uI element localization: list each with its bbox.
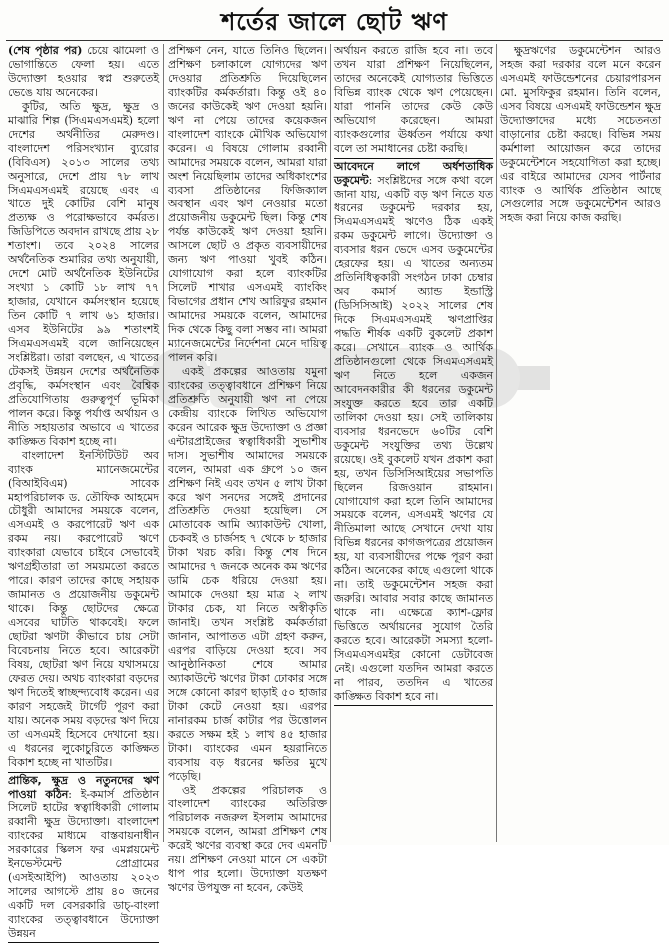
col3-subhead-box [334,158,493,706]
column-divider [330,44,331,842]
headline-rule [6,40,663,41]
col2-paragraph-1: প্রশিক্ষণ নেন, যাতে তিনিও ছিলেন। প্রশিক্ষণ চলাকালে যোগ্যদের ঋণ দেওয়ার প্রতিশ্রুতি দিয়েছিলেন ব্যাংকটির কর্মকর্তারা। কিন্তু ওই ৪০ জনের কাউকেই ঋণ দেওয়া হয়নি। ঋণ না পেয়ে তাদের কয়েকজন বাংলাদেশ ব্যাংকে মৌখিক অভিযোগ করেন। এ বিষয়ে গোলাম রব্বানী আমাদের সময়কে বলেন, আমরা যারা অংশ নিয়েছিলাম তাদের অধিকাংশের ব্যবসা প্রতিষ্ঠানের ফিজিক্যাল অবস্থান এবং ঋণ নেওয়ার মতো প্রয়োজনীয় ডকুমেন্ট ছিল। কিন্তু শেষ পর্যন্ত কাউকেই ঋণ দেওয়া হয়নি। আসলে ছোট ও প্রকৃত ব্যবসায়ীদের জন্য ঋণ পাওয়া খুবই কঠিন। যোগাযোগ করা হলে ব্যাংকটির সিলেট শাখার এসএমই ব্যাংকিং বিভাগের প্রধান শেখ আরিফুর রহমান আমাদের সময়কে বলেন, আমাদের দিক থেকে কিছু বলা সম্ভব না। আমরা ম্যানেজমেন্টের নির্দেশনা মেনে দায়িত্ব পালন করি। [168,44,327,364]
article-headline: শর্তের জালে ছোট ঋণ [221,8,448,36]
col1-p4-text: : ই-কমার্স প্রতিষ্ঠান সিলেট হাটের স্বত্বাধিকারী গোলাম রব্বানী ক্ষুদ্র উদ্যোক্তা। বাংলাদেশ ব্যাংকের মাধ্যমে বাস্তবায়নাধীন সরকারের স্কিলস ফর এমপ্লয়মেন্ট ইনভেস্টমেন্ট প্রোগ্রামের (এসইআইপি) আওতায় ২০২৩ সালের আগস্টে প্রায় ৪০ জনের একটি দল বেসরকারি ডাচ্-বাংলা ব্যাংকের তত্ত্বাবধানে উদ্যোক্তা উন্নয়ন [8,787,159,941]
col1-p1-text: চেয়ে ঝামেলা ও ভোগান্তিতে ফেলা হয়। এতে উদ্যোক্তা হওয়ার স্বপ্ন শুরুতেই ভেঙে যায় অনেকের। [8,44,160,99]
col4-paragraph-1: ক্ষুদ্রঋণের ডকুমেন্টেশন আরও সহজ করা দরকার বলে মনে করেন এসএমই ফাউন্ডেশনের চেয়ারপারসন মো. মুসফিকুর রহমান। তিনি বলেন, এসব বিষয়ে এসএমই ফাউন্ডেশন ক্ষুদ্র উদ্যোক্তাদের মধ্যে সচেতনতা বাড়ানোর চেষ্টা করছে। বিভিন্ন সময় কর্মশালা আয়োজন করে তাদের ডকুমেন্টেশনে সহযোগিতা করা হচ্ছে। এর বাইরে আমাদের যেসব পার্টনার ব্যাংক ও আর্থিক প্রতিষ্ঠান আছে সেগুলোর সঙ্গে ডকুমেন্টেশন আরও সহজ করা নিয়ে কাজ করছি। [500,44,661,225]
col1-subhead-box [8,772,159,943]
col1-paragraph-4 [8,774,159,941]
column-divider [163,44,164,842]
col1-paragraph-2: কুটির, অতি ক্ষুদ্র, ক্ষুদ্র ও মাঝারি শিল্প (সিএমএসএমই) হলো দেশের অর্থনীতির মেরুদণ্ড। বাংলাদেশ পরিসংখ্যান ব্যুরোর (বিবিএস) ২০১৩ সালের তথ্য অনুসারে, দেশে প্রায় ৭৮ লাখ সিএমএসএমই রয়েছে এবং এ খাতে দুই কোটির বেশি মানুষ প্রত্যক্ষ ও পরোক্ষভাবে কর্মরত। জিডিপিতে অবদান রাখছে প্রায় ২৮ শতাংশ। তবে ২০২৪ সালের অর্থনৈতিক শুমারির তথ্য অনুযায়ী, দেশে মোট অর্থনৈতিক ইউনিটের সংখ্যা ১ কোটি ১৮ লাখ ৭৭ হাজার, যেখানে কর্মসংস্থান হয়েছে তিন কোটি ৭ লাখ ৬১ হাজার। এসব ইউনিটের ৯৯ শতাংশই সিএমএসএমই বলে জানিয়েছেন সংশ্লিষ্টরা। তারা বলছেন, এ খাতের টেকসই উন্নয়ন দেশের অর্থনৈতিক প্রবৃদ্ধি, কর্মসংস্থান এবং বৈশ্বিক প্রতিযোগিতায় গুরুত্বপূর্ণ ভূমিকা পালন করে। কিন্তু পর্যাপ্ত অর্থায়ন ও নীতি সহায়তার অভাবে এ খাতের কাঙ্ক্ষিত বিকাশ হচ্ছে না। [8,99,159,448]
col2-paragraph-2: একই প্রকল্পের আওতায় যমুনা ব্যাংকের তত্ত্বাবধানে প্রশিক্ষণ নিয়ে প্রতিশ্রুতি অনুযায়ী ঋণ না পেয়ে কেন্দ্রীয় ব্যাংকে লিখিত অভিযোগ করেন আরেক ক্ষুদ্র উদ্যোক্তা ও প্রজ্ঞা এন্টারপ্রাইজের স্বত্বাধিকারী সুভাশীষ দাস। সুভাশীষ আমাদের সময়কে বলেন, আমরা এক গ্রুপে ১০ জন প্রশিক্ষণ নিই এবং তখন ৫ লাখ টাকা করে ঋণ সনদের সঙ্গেই প্রদানের প্রতিশ্রুতি দেওয়া হয়েছিল। সে মোতাবেক আমি অ্যাকাউন্ট খোলা, চেকবই ও চার্জসহ ৭ থেকে ৮ হাজার টাকা খরচ করি। কিন্তু শেষ দিনে আমাদের ৭ জনকে অনেক কম ঋণের ডামি চেক ধরিয়ে দেওয়া হয়। আমাকে দেওয়া হয় মাত্র ২ লাখ টাকার চেক, যা নিতে অস্বীকৃতি জানাই। তখন সংশ্লিষ্ট কর্মকর্তারা জানান, আপাতত এটা গ্রহণ করুন, এরপর বাড়িয়ে দেওয়া হবে। সব আনুষ্ঠানিকতা শেষে আমার অ্যাকাউন্টে ঋণের টাকা ঢোকার সঙ্গে সঙ্গে কোনো কারণ ছাড়াই ৫০ হাজার টাকা কেটে নেওয়া হয়। এরপর নানারকম চার্জ কাটার পর উত্তোলন করতে সক্ষম হই ১ লাখ ৪৫ হাজার টাকা। ব্যাংকের এমন হয়রানিতে ব্যবসায় বড় ধরনের ক্ষতির মুখে পড়েছি। [168,364,327,783]
col1-subhead: প্রান্তিক, ক্ষুদ্র ও নতুনদের ঋণ পাওয়া কঠিন [8,773,159,801]
col3-paragraph-1: অর্থায়ন করতে রাজি হবে না। তবে তখন যারা প্রশিক্ষণ নিয়েছিলেন, তাদের অনেকেই যোগ্যতার ভিত্তিতে বিভিন্ন ব্যাংক থেকে ঋণ পেয়েছেন। যারা পাননি তাদের কেউ কেউ অভিযোগ করেছেন। আমরা ব্যাংকগুলোর ঊর্ধ্বতন পর্যায়ে কথা বলে তা সমাধানের চেষ্টা করছি। [334,44,493,155]
column-2 [168,44,327,895]
column-divider [496,44,497,842]
column-3 [334,44,493,842]
col3-subhead: আবেদনে লাগে অর্ধশতাধিক ডকুমেন্ট [334,159,493,187]
col2-paragraph-3: ওই প্রকল্পের পরিচালক ও বাংলাদেশ ব্যাংকের অতিরিক্ত পরিচালক নজরুল ইসলাম আমাদের সময়কে বলেন, আমরা প্রশিক্ষণ শেষ করেই ঋণের ব্যবস্থা করে দেব এমনটি নয়। প্রশিক্ষণ নেওয়া মানে সে একটা ধাপ পার হলো। উদ্যোক্তা যতক্ষণ ঋণের উপযুক্ত না হবেন, কেউই [168,783,327,895]
col3-paragraph-2 [334,160,493,704]
col1-paragraph-1 [8,44,159,100]
col3-p2-text: : সংশ্লিষ্টদের সঙ্গে কথা বলে জানা যায়, একটি বড় ঋণ নিতে যত ধরনের ডকুমেন্ট দরকার হয়, সিএমএসএমই ঋণেও ঠিক একই রকম ডকুমেন্ট লাগে। উদ্যোক্তা ও ব্যবসার ধরন ভেদে এসব ডকুমেন্টের হেরফের হয়। এ খাতের অন্যতম প্রতিনিধিত্বকারী সংগঠন ঢাকা চেম্বার অব কমার্স অ্যান্ড ইন্ডাস্ট্রি (ডিসিসিআই) ২০২২ সালের শেষ দিকে সিএমএসএমই ঋণপ্রাপ্তির পদ্ধতি শীর্ষক একটি বুকলেট প্রকাশ করে। সেখানে ব্যাংক ও আর্থিক প্রতিষ্ঠানগুলো থেকে সিএমএসএমই ঋণ নিতে হলে একজন আবেদনকারীর কী ধরনের ডকুমেন্ট সংযুক্ত করতে হবে তার একটি তালিকা দেওয়া হয়। সেই তালিকায় ব্যবসার ধরনভেদে ৬০টির বেশি ডকুমেন্ট সংযুক্তির তথ্য উল্লেখ রয়েছে। ওই বুকলেট যখন প্রকাশ করা হয়, তখন ডিসিসিআইয়ের সভাপতি ছিলেন রিজওয়ান রাহমান। যোগাযোগ করা হলে তিনি আমাদের সময়কে বলেন, এসএমই ঋণের যে নীতিমালা আছে সেখানে দেখা যায় বিভিন্ন ধরনের কাগজপত্রের প্রয়োজন হয়, যা ব্যবসায়ীদের পক্ষে পূরণ করা কঠিন। অনেকের কাছে এগুলো থাকে না। তাই ডকুমেন্টেশন সহজ করা জরুরি। আবার সবার কাছে জামানত থাকে না। এক্ষেত্রে ক্যাশ-ফ্লোর ভিত্তিতে অর্থায়নের সুযোগ তৈরি করতে হবে। আরেকটা সমস্যা হলো- সিএমএসএমইর কোনো ডেটাবেজ নেই। এগুলো যতদিন আমরা করতে না পারব, ততদিন এ খাতের কাঙ্ক্ষিত বিকাশ হবে না। [334,173,493,703]
column-4 [500,44,661,842]
column-1 [8,44,160,941]
col1-paragraph-3: বাংলাদেশ ইনস্টিটিউট অব ব্যাংক ম্যানেজমেন্টের (বিআইবিএম) সাবেক মহাপরিচালক ড. তৌফিক আহমেদ চৌধুরী আমাদের সময়কে বলেন, এসএমই ও করপোরেট ঋণ এক রকম নয়। করপোরেট ঋণে ব্যাংকারা যেভাবে চাইবে সেভাবেই ঋণগ্রহীতারা তা সময়মতো করতে পারে। কারণ তাদের কাছে সহায়ক জামানত ও প্রয়োজনীয় ডকুমেন্ট থাকে। কিন্তু ছোটদের ক্ষেত্রে এসবের ঘাটতি থাকবেই। ফলে ছোটরা ঋণটা কীভাবে চায় সেটা বিবেচনায় নিতে হবে। আরেকটা বিষয়, ছোটরা ঋণ নিয়ে যথাসময়ে ফেরত দেয়। অথচ ব্যাংকারা বড়দের ঋণ দিতেই স্বাচ্ছন্দ্যবোধ করেন। এর কারণ সহজেই টার্গেট পূরণ করা যায়। অনেক সময় বড়দের ঋণ দিয়ে তা এসএমই হিসেবে দেখানো হয়। এ ধরনের লুকোচুরিতে কাঙ্ক্ষিত বিকাশ হচ্ছে না খাতটির। [8,448,159,769]
continuation-tag: (শেষ পৃষ্ঠার পর) [8,44,83,57]
